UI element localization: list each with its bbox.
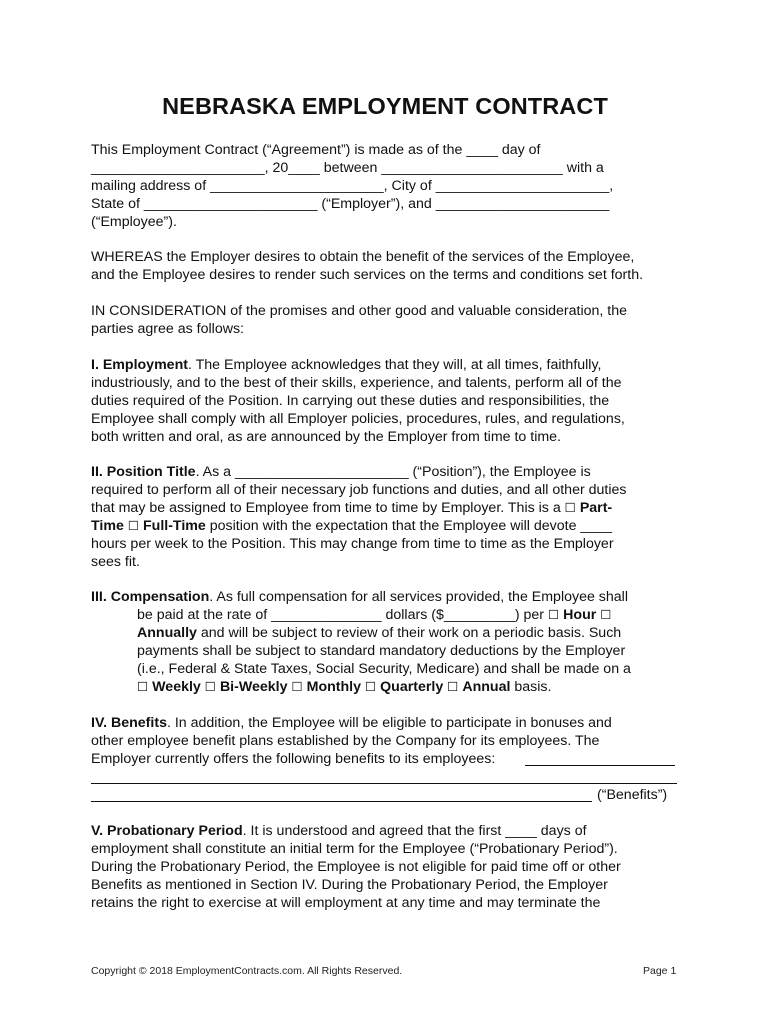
whereas-paragraph (91, 248, 691, 284)
consideration-line: parties agree as follows: (91, 321, 244, 337)
probation-line: retains the right to exercise at will employment at any time and may terminate the (91, 895, 601, 911)
bi-weekly-checkbox[interactable]: ☐ (204, 679, 216, 694)
document-title: NEBRASKA EMPLOYMENT CONTRACT (162, 93, 608, 119)
position-text: that may be assigned to Employee from time to time by Employer. This is a (91, 500, 565, 516)
annually-label: Annually (137, 625, 197, 641)
whereas-line: WHEREAS the Employer desires to obtain the benefit of the services of the Employee, (91, 249, 635, 265)
weekly-checkbox[interactable]: ☐ (137, 679, 149, 694)
employment-line: both written and oral, as are announced by the Employer from time to time. (91, 429, 562, 445)
compensation-line (91, 606, 691, 624)
section-benefits (91, 714, 691, 768)
section-probation (91, 822, 691, 912)
part-time-label: Part- (579, 500, 613, 516)
quarterly-checkbox[interactable]: ☐ (364, 679, 377, 694)
section-compensation (91, 588, 691, 696)
compensation-text: be paid at the rate of ______________ dollars ($_________) per (137, 607, 548, 623)
hour-label: Hour (563, 607, 597, 623)
compensation-line (91, 678, 691, 696)
compensation-text: and will be subject to review of their work on a periodic basis. Such (196, 625, 622, 641)
employment-first-line (91, 356, 691, 374)
employment-line: Employee shall comply with all Employer policies, procedures, rules, and regulations, (91, 411, 625, 427)
compensation-first-line (91, 588, 691, 606)
consideration-paragraph (91, 302, 691, 338)
quarterly-label: Quarterly (380, 679, 444, 695)
position-line: required to perform all of their necessary job functions and duties, and all other duties (91, 482, 627, 498)
benefits-line: other employee benefit plans established by the Company for its employees. The (91, 733, 600, 749)
compensation-text: . As full compensation for all services provided, the Employee shall (209, 589, 628, 605)
whereas-line: and the Employee desires to render such services on the terms and conditions set forth. (91, 267, 644, 283)
position-line (91, 499, 691, 517)
probation-text: . It is understood and agreed that the first ____ days of (242, 823, 587, 839)
intro-line: ______________________, 20____ between _______________________ with a (91, 160, 604, 176)
probation-line: Benefits as mentioned in Section IV. During the Probationary Period, the Employer (91, 877, 608, 893)
monthly-checkbox[interactable]: ☐ (291, 679, 303, 694)
position-text: position with the expectation that the Employee will devote ____ (205, 518, 612, 534)
full-time-label: Full-Time (142, 518, 206, 534)
intro-line: (“Employee”). (91, 214, 177, 230)
benefits-label: (“Benefits”) (597, 787, 668, 803)
section-position (91, 463, 691, 571)
footer-page-number: Page 1 (643, 965, 677, 977)
compensation-line: payments shall be subject to standard mandatory deductions by the Employer (137, 643, 626, 659)
benefits-blank-line[interactable] (525, 765, 675, 766)
benefits-line: Employer currently offers the following benefits to its employees: (91, 751, 496, 767)
hour-checkbox[interactable]: ☐ (547, 607, 560, 622)
position-text: . As a ______________________ (“Position”), the Employee is (195, 464, 591, 480)
annual-checkbox[interactable]: ☐ (447, 679, 459, 694)
probation-heading: V. Probationary Period (91, 823, 243, 839)
probation-line: During the Probationary Period, the Employee is not eligible for paid time off or other (91, 859, 621, 875)
footer-copyright: Copyright © 2018 EmploymentContracts.com. All Rights Reserved. (91, 965, 403, 977)
benefits-blank-line[interactable] (91, 783, 677, 784)
position-heading: II. Position Title (91, 464, 196, 480)
compensation-line: (i.e., Federal & State Taxes, Social Security, Medicare) and shall be made on a (137, 661, 631, 677)
consideration-line: IN CONSIDERATION of the promises and other good and valuable consideration, the (91, 303, 627, 319)
part-time-label-cont: Time (91, 518, 124, 534)
part-time-checkbox[interactable]: ☐ (564, 500, 576, 515)
position-line: hours per week to the Position. This may change from time to time as the Employer (91, 536, 614, 552)
probation-first-line (91, 822, 691, 840)
annually-checkbox[interactable]: ☐ (600, 607, 612, 622)
compensation-text: basis. (510, 679, 552, 695)
benefits-heading: IV. Benefits (91, 715, 167, 731)
employment-heading: I. Employment (91, 357, 188, 373)
intro-paragraph (91, 141, 691, 231)
probation-line: employment shall constitute an initial term for the Employee (“Probationary Period”). (91, 841, 618, 857)
position-first-line (91, 463, 691, 481)
weekly-label: Weekly (152, 679, 201, 695)
compensation-line (91, 624, 691, 642)
position-line (91, 517, 691, 535)
employment-line: industriously, and to the best of their skills, experience, and talents, perform all of the (91, 375, 622, 391)
intro-line: This Employment Contract (“Agreement”) is made as of the ____ day of (91, 142, 541, 158)
benefits-blank-line[interactable] (91, 801, 592, 802)
full-time-checkbox[interactable]: ☐ (127, 518, 140, 533)
benefits-first-line (91, 714, 691, 732)
compensation-heading: III. Compensation (91, 589, 210, 605)
employment-line: duties required of the Position. In carrying out these duties and responsibilities, the (91, 393, 610, 409)
employment-text: . The Employee acknowledges that they will, at all times, faithfully, (187, 357, 602, 373)
monthly-label: Monthly (306, 679, 361, 695)
intro-line: mailing address of ______________________, City of ______________________, (91, 178, 614, 194)
annual-label: Annual (462, 679, 511, 695)
position-line: sees fit. (91, 554, 140, 570)
section-employment (91, 356, 691, 446)
intro-line: State of ______________________ (“Employer”), and ______________________ (91, 196, 610, 212)
benefits-text: . In addition, the Employee will be eligible to participate in bonuses and (166, 715, 612, 731)
bi-weekly-label: Bi-Weekly (219, 679, 288, 695)
